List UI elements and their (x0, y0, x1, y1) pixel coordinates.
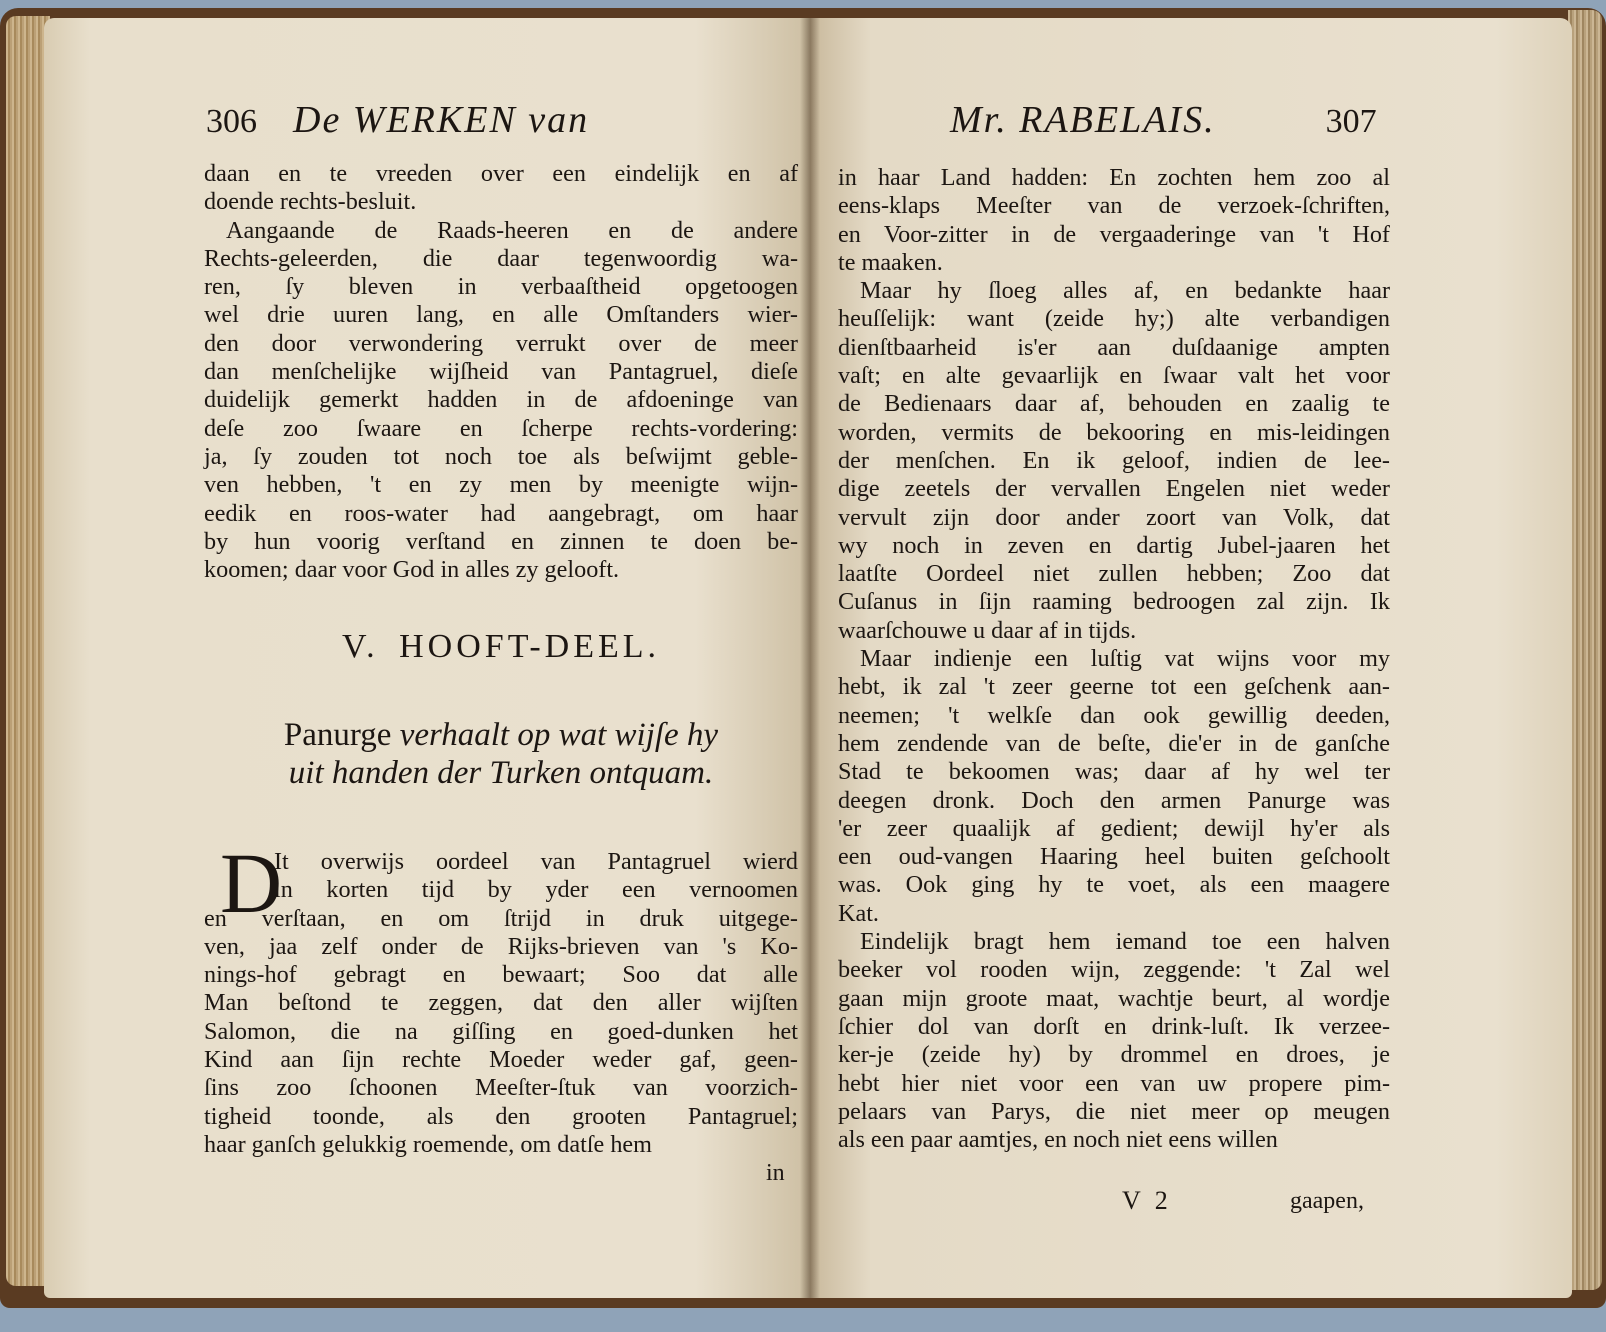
text-line: laatſte Oordeel niet zullen hebben; Zoo dat (838, 560, 1390, 588)
text-line: It overwijs oordeel van Pantagruel wierd (274, 848, 798, 875)
text-line: den door verwondering verrukt over de meer (204, 329, 798, 357)
right-para-1 (838, 164, 1390, 277)
text-line: daan en te vreeden over een eindelijk en af (204, 160, 798, 187)
text-line: ven, jaa zelf onder de Rijks-brieven van 's Ko- (204, 932, 798, 960)
text-line: Maar hy ſloeg alles af, en bedankte haar (860, 277, 1390, 305)
left-page-number: 306 (206, 103, 257, 140)
text-line: ven hebben, 't en zy men by meenigte wijn- (204, 471, 798, 499)
text-line: ſchier dol van dorſt en drink-luſt. Ik verzee- (838, 1012, 1390, 1040)
text-line: 'er zeer quaalijk af gedient; dewijl hy'er als (838, 814, 1390, 842)
right-page-number: 307 (1325, 103, 1377, 140)
text-line: wy noch in zeven en dartig Jubel-jaaren het (838, 531, 1390, 559)
text-line: hebt, ik zal 't zeer geerne tot een geſchenk aan- (838, 673, 1390, 701)
text-line: worden, vermits de bekooring en mis-leidingen (838, 418, 1390, 446)
drop-cap: D (220, 835, 283, 931)
text-line: Kind aan ſijn rechte Moeder weder gaf, geen- (204, 1046, 798, 1074)
right-para-2 (838, 277, 1390, 645)
text-line: der menſchen. En ik geloof, indien de lee- (838, 446, 1390, 474)
text-line: als een paar aamtjes, en noch niet eens willen (838, 1126, 1278, 1154)
book-gutter (800, 18, 820, 1298)
text-line: wel drie uuren lang, en alle Omſtanders wier- (204, 301, 798, 329)
chapter-title-rest: verhaalt op wat wijſe hy (391, 717, 719, 753)
chapter-heading: V. HOOFT-DEEL. (341, 628, 661, 665)
text-line: deſe zoo ſwaare en ſcherpe rechts-vordering: (204, 414, 798, 442)
text-line: Eindelijk bragt hem iemand toe een halven (860, 928, 1390, 956)
text-line: een oud-vangen Haaring heel buiten geſchoolt (838, 843, 1390, 871)
text-line: heuſſelijk: want (zeide hy;) alte verbandigen (838, 305, 1390, 333)
text-line: eedik en roos-water had aangebragt, om haar (204, 499, 798, 527)
left-head-title: De WERKEN van (293, 99, 590, 141)
chapter-title-line2: uit handen der Turken ontquam. (288, 755, 714, 791)
text-line: haar ganſch gelukkig roemende, om datſe hem (204, 1130, 652, 1158)
right-para-3 (838, 645, 1390, 928)
text-line: duidelijk gemerkt hadden in de afdoeninge van (204, 386, 798, 414)
text-line: was. Ook ging hy te voet, als een maagere (838, 871, 1390, 899)
text-line: dienſtbaarheid is'er aan duſdaanige ampten (838, 333, 1390, 361)
right-catchword: gaapen, (1290, 1188, 1364, 1214)
text-line: ker-je (zeide hy) by drommel en droes, je (838, 1041, 1390, 1069)
right-running-head (950, 98, 1510, 158)
text-line: Man beſtond te zeggen, dat den aller wijſten (204, 989, 798, 1017)
left-catchword: in (766, 1160, 785, 1186)
left-para-2 (204, 217, 798, 585)
left-body-text (204, 160, 798, 584)
text-line: hebt hier niet voor een van uw propere pim- (838, 1069, 1390, 1097)
text-line: dan menſchelijke wijſheid van Pantagruel, dieſe (204, 358, 798, 386)
text-line: Kat. (838, 899, 879, 927)
text-line: eens-klaps Meeſter van de verzoek-ſchriften, (838, 192, 1390, 220)
left-running-head (206, 98, 766, 158)
right-para-4 (838, 928, 1390, 1154)
text-line: ja, ſy zouden tot noch toe als beſwijmt geble- (204, 442, 798, 470)
text-line: gaan mijn groote maat, wachtje beurt, al wordje (838, 984, 1390, 1012)
text-line: nings-hof gebragt en bewaart; Soo dat alle (204, 961, 798, 989)
text-line: tigheid toonde, als den grooten Pantagruel; (204, 1102, 798, 1130)
text-line: pelaars van Parys, die niet meer op meugen (838, 1097, 1390, 1125)
right-page (810, 18, 1572, 1298)
text-line: te maaken. (838, 248, 943, 276)
text-line: vervult zijn door ander zoort van Volk, dat (838, 503, 1390, 531)
text-line: en Voor-zitter in de vergaaderinge van 't Hof (838, 220, 1390, 248)
text-line: Rechts-geleerden, die daar tegenwoordig wa- (204, 244, 798, 272)
left-para-1 (204, 160, 798, 217)
chapter-title-name: Panurge (283, 717, 392, 753)
text-line: neemen; 't welkſe dan ook gewillig deeden, (838, 701, 1390, 729)
text-line: en verſtaan, en om ſtrijd in druk uitgege- (204, 904, 798, 932)
text-line: ſins zoo ſchoonen Meeſter-ſtuk van voorzich- (204, 1074, 798, 1102)
text-line: hem zendende van de beſte, die'er in de ganſche (838, 729, 1390, 757)
text-line: Stad te bekoomen was; daar af hy wel ter (838, 758, 1390, 786)
text-line: dige zeetels der vervallen Engelen niet weder (838, 475, 1390, 503)
text-line: de Bedienaars daar af, behouden en zaalig te (838, 390, 1390, 418)
left-page (44, 18, 810, 1298)
text-line: in korten tijd by yder een vernoomen (274, 876, 798, 904)
text-line: doende rechts-besluit. (204, 188, 417, 216)
text-line: deegen dronk. Doch den armen Panurge was (838, 786, 1390, 814)
text-line: ren, ſy bleven in verbaaſtheid opgetoogen (204, 273, 798, 301)
text-line: Maar indienje een luſtig vat wijns voor my (860, 645, 1390, 673)
signature-mark: V 2 (1122, 1186, 1172, 1215)
text-line: vaſt; en alte gevaarlijk en ſwaar valt het voor (838, 362, 1390, 390)
text-line: in haar Land hadden: En zochten hem zoo al (838, 164, 1390, 191)
text-line: Aangaande de Raads-heeren en de andere (226, 216, 798, 244)
text-line: koomen; daar voor God in alles zy gelooft. (204, 556, 620, 584)
text-line: Cuſanus in ſijn raaming bedroogen zal zijn. Ik (838, 588, 1390, 616)
text-line: waarſchouwe u daar af in tijds. (838, 616, 1137, 644)
chapter-title (204, 716, 798, 792)
text-line: beeker vol rooden wijn, zeggende: 't Zal wel (838, 956, 1390, 984)
right-body-text (838, 164, 1390, 1154)
text-line: Salomon, die na giſſing en goed-dunken het (204, 1017, 798, 1045)
text-line: by hun voorig verſtand en zinnen te doen be- (204, 527, 798, 555)
right-page-edges (1568, 10, 1602, 1290)
right-head-title: Mr. RABELAIS. (950, 99, 1216, 141)
left-para-3 (204, 848, 798, 1159)
